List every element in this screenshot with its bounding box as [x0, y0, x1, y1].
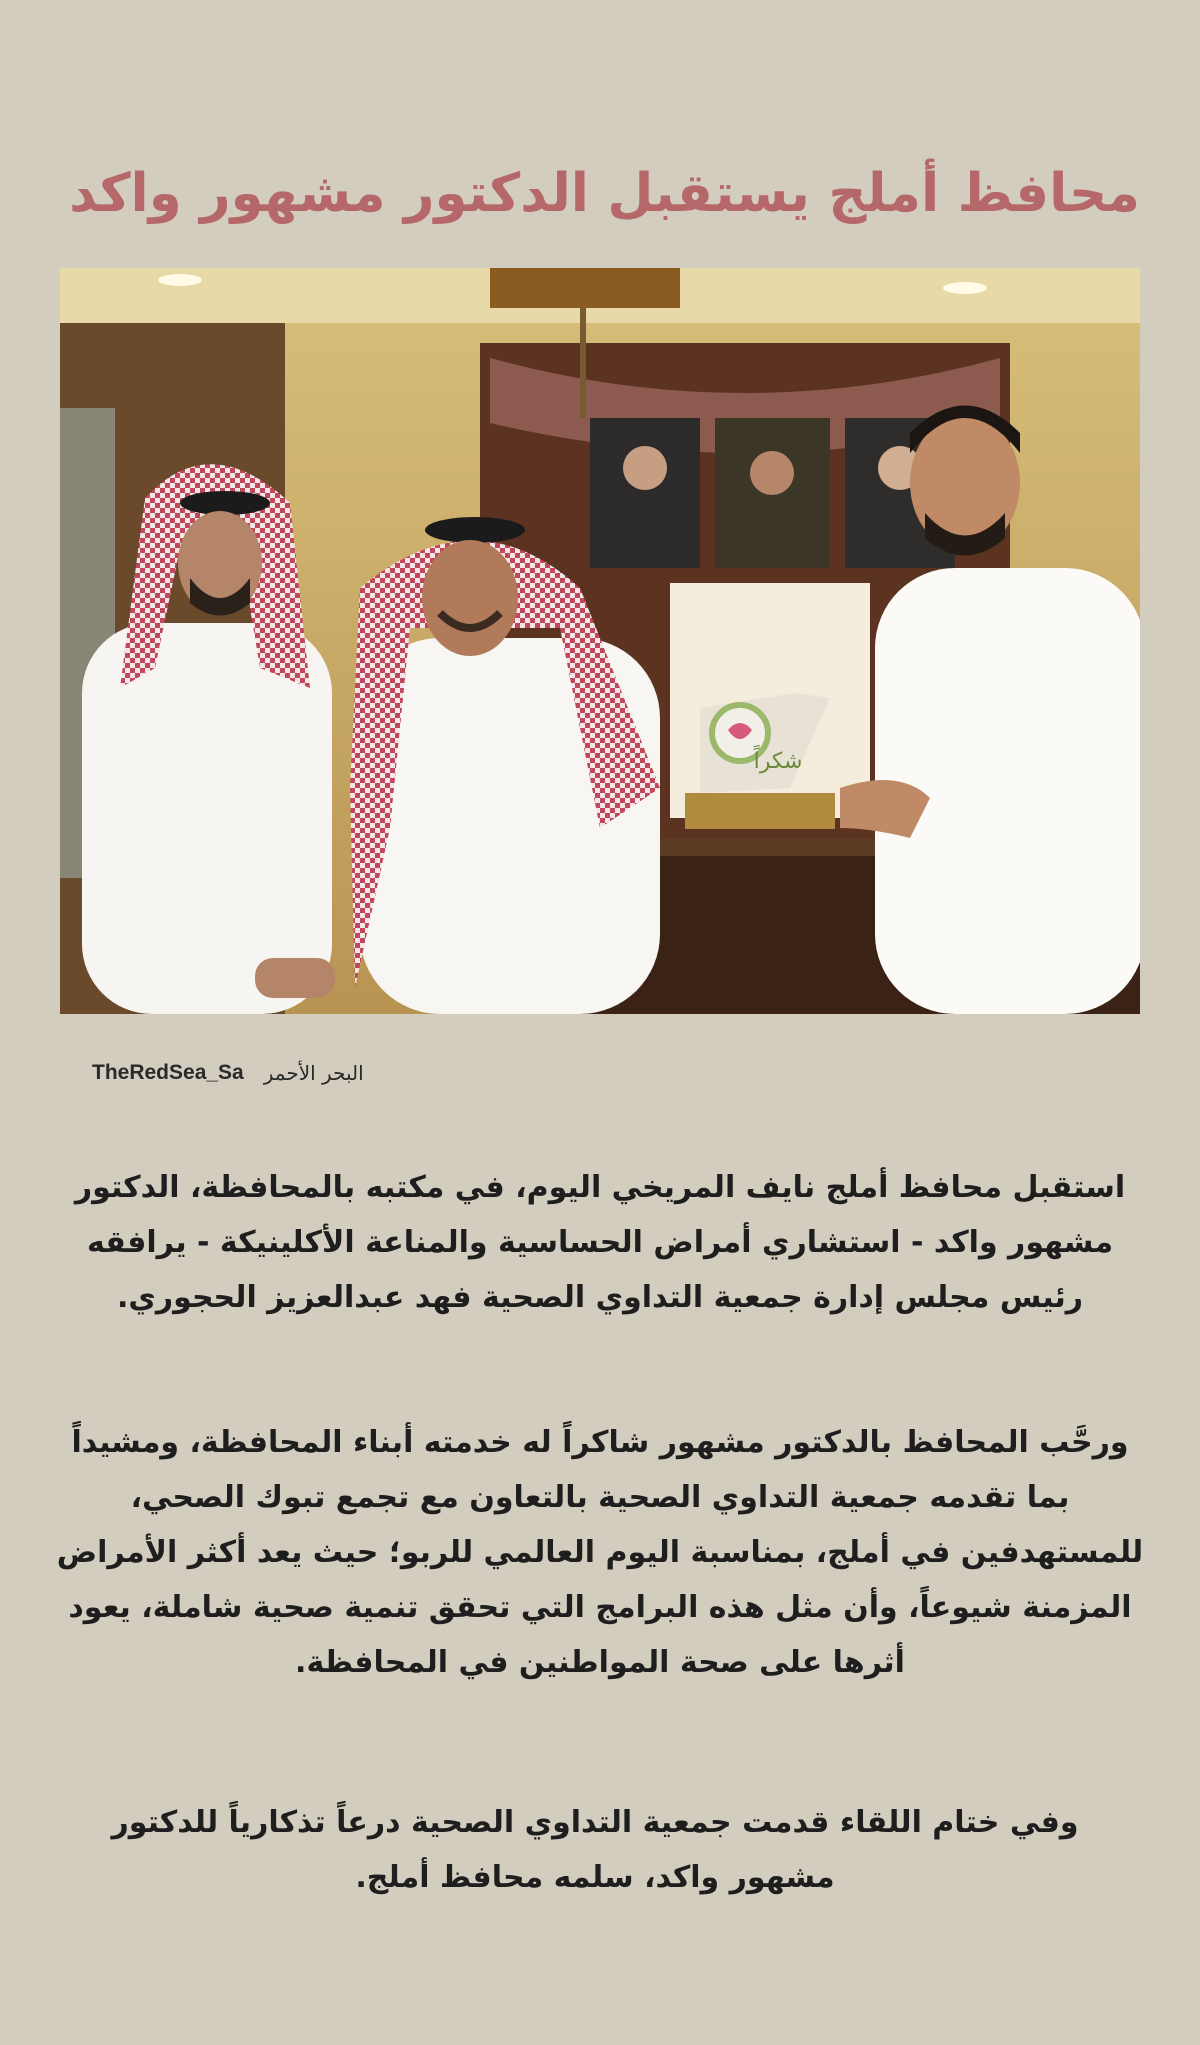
- article-paragraph-3: وفي ختام اللقاء قدمت جمعية التداوي الصحية درعاً تذكارياً للدكتور مشهور واكد، سلمه محافظ أملج.: [111, 1805, 1079, 1895]
- photo-credit: [92, 1058, 364, 1088]
- trophy-text: شكراً: [753, 749, 803, 774]
- article-title: محافظ أملج يستقبل الدكتور مشهور واكد: [69, 162, 1140, 224]
- credit-source: البحر الأحمر: [263, 1061, 364, 1085]
- credit-handle: TheRedSea_Sa: [92, 1061, 244, 1084]
- photo-illustration: [60, 268, 1140, 1014]
- article-paragraph-2: ورحَّب المحافظ بالدكتور مشهور شاكراً له خدمته أبناء المحافظة، ومشيداً بما تقدمه جمعية التداوي الصحية بالتعاون مع تجمع تبوك الصحي، للمستهدفين في أملج، بمناسبة اليوم العالمي للربو؛ حيث يعد أكثر الأمراض المزمنة شيوعاً، وأن مثل هذه البرامج التي تحقق تنمية صحية شاملة، يعود أثرها على صحة المواطنين في المحافظة.: [56, 1425, 1144, 1680]
- article-photo: [60, 268, 1140, 1014]
- article-paragraph-1: استقبل محافظ أملج نايف المريخي اليوم، في مكتبه بالمحافظة، الدكتور مشهور واكد - استشاري أمراض الحساسية والمناعة الأكلينيكة - يرافقه رئيس مجلس إدارة جمعية التداوي الصحية فهد عبدالعزيز الحجوري.: [74, 1170, 1126, 1315]
